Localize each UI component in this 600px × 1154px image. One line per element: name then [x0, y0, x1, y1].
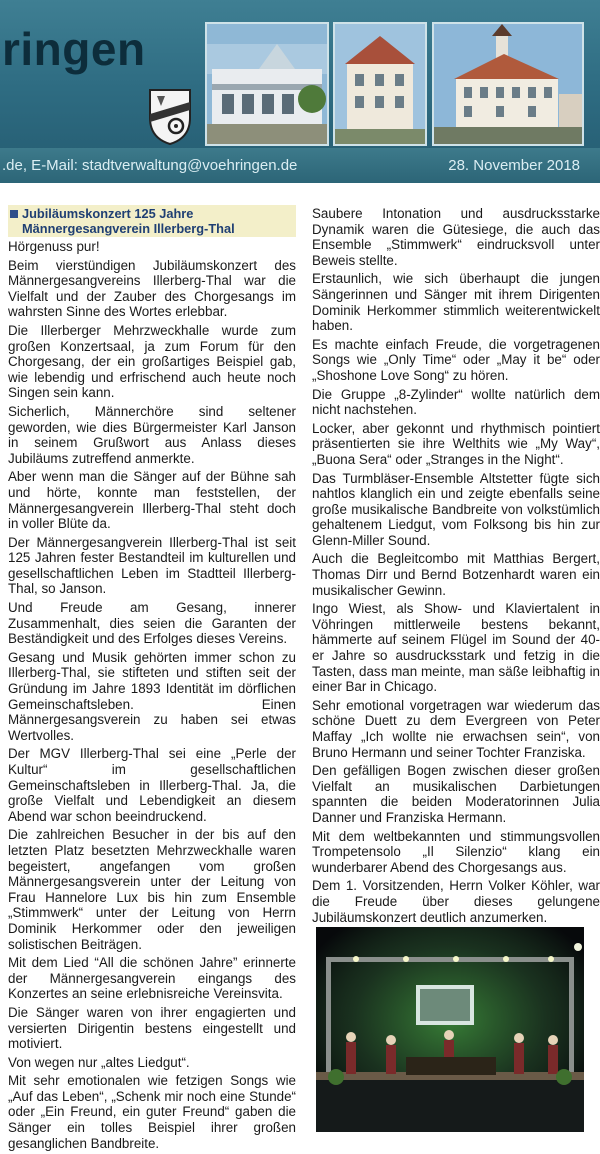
paragraph: Den gefälligen Bogen zwischen dieser großen Vielfalt an musikalischen Darbietungen spannten die beiden Moderatorinnen Julia Danner und Franziska Hermann.: [312, 763, 600, 825]
paragraph: Locker, aber gekonnt und rhythmisch pointiert präsentierten sie ihre Welthits wie „My Way“, „Buona Sera“ oder „Stranges in the Night“.: [312, 420, 600, 467]
paragraph: Auch die Begleitcombo mit Matthias Bergert, Thomas Dirr und Bernd Botzenhardt waren ein musikalischer Gewinn.: [312, 551, 600, 598]
paragraph: Beim vierstündigen Jubiläumskonzert des Männergesangvereins Illerberg-Thal war die Vielfalt und der Zauber des Chorgesangs im wahrsten Sinne des Wortes erlebbar.: [8, 257, 296, 320]
concert-stage-photo: [316, 927, 584, 1132]
paragraph: Gesang und Musik gehörten immer schon zu Illerberg-Thal, sie stifteten und stiften seit der Gründung im Jahre 1893 Identität im dörflichen Gemeinschaftsleben. Einen Männergesangsverein zu haben sei etwas Wertvolles.: [8, 649, 296, 743]
townhouse-photo: [333, 22, 427, 146]
headline-line-1: Jubiläumskonzert 125 Jahre: [22, 206, 194, 221]
article-headline: [8, 205, 296, 237]
paragraph: Dem 1. Vorsitzenden, Herrn Volker Köhler, war die Freude über dieses gelungene Jubiläumskonzert deutlich anzumerken.: [312, 878, 600, 925]
paragraph: Sehr emotional vorgetragen war wiederum das schöne Duett zu dem Evergreen von Peter Maffay „Ich wollte nie erwachsen sein“, von Bruno Hermann und seiner Tochter Franziska.: [312, 697, 600, 760]
masthead-title: ringen: [2, 23, 146, 75]
paragraph: Die Sänger waren von ihrer engagierten und versierten Dirigentin bestens eingestellt und motiviert.: [8, 1004, 296, 1052]
paragraph: Und Freude am Gesang, innerer Zusammenhalt, dies seien die Garanten der Beständigkeit und des Erfolges dieses Vereins.: [8, 600, 296, 647]
paragraph: Ingo Wiest, als Show- und Klaviertalent in Vöhringen mittlerweile bestens bekannt, hämmerte auf seinem Flügel im Sound der 40-er Jahre so ausdrucksstark und fetzig in die Tasten, dass man meinte, man säße leibhaftig in einer Bar in Chicago.: [312, 601, 600, 695]
paragraph: Der Männergesangverein Illerberg-Thal ist seit 125 Jahren fester Bestandteil im kulturellen und gesellschaftlichen Leben im Stadtteil Illerberg-Thal, so Janson.: [8, 534, 296, 597]
paragraph: Von wegen nur „altes Liedgut“.: [8, 1054, 190, 1070]
paragraph: Saubere Intonation und ausdrucksstarke Dynamik waren die Gütesiege, die auch das Ensemble „Stimmwerk“ eindrucksvoll unter Beweis stellte.: [312, 206, 600, 268]
paragraph: Mit sehr emotionalen wie fetzigen Songs wie „Auf das Leben“, „Schenk mir noch eine Stunde“ oder „Ein Freund, ein guter Freund“ gaben die Sänger ein tolles Beispiel ihrer großen gesanglichen Bandbreite.: [8, 1073, 296, 1151]
paragraph: Die zahlreichen Besucher in der bis auf den letzten Platz besetzten Mehrzweckhalle waren begeistert, angefangen vom großen Männergesangsverein unter der Leitung von Frau Hannelore Lux bis hin zum Ensemble „Stimmwerk“ unter der Leitung von Herrn Dominik Herkommer oder den jeweiligen solistischen Beiträgen.: [8, 827, 296, 952]
paragraph: Hörgenuss pur!: [8, 239, 100, 254]
paragraph: Mit dem weltbekannten und stimmungsvollen Trompetensolo „Il Silenzio“ klang ein wunderbarer Abend des Chorgesangs aus.: [312, 828, 600, 875]
header-banner: [0, 0, 600, 183]
headline-square-icon: [10, 210, 18, 218]
issue-date: 28. November 2018: [448, 157, 580, 174]
article-left-column: [8, 205, 296, 1154]
paragraph: Der MGV Illerberg-Thal sei eine „Perle der Kultur“ im gesellschaftlichen Gemeinschaftsleben in Illerberg-Thal. Ja, die große Vielfalt und Lebendigkeit an diesem Abend war schon beeindruckend.: [8, 746, 296, 824]
coat-of-arms-icon: [147, 88, 193, 146]
headline-line-2: Männergesangverein Illerberg-Thal: [22, 221, 235, 236]
paragraph: Erstaunlich, wie sich überhaupt die jungen Sängerinnen und Sänger mit ihrem Dirigenten Dominik Herkommer stimmlich weiterentwickelt haben.: [312, 271, 600, 334]
paragraph: Das Turmbläser-Ensemble Altstetter fügte sich nahtlos klanglich ein und zeigte ebenfalls seine große musikalische Bandbreite von volkstümlich gehaltenem Liedgut, vom Folksong bis hin zur Glenn-Miller Sound.: [312, 470, 600, 548]
paragraph: Sicherlich, Männerchöre sind seltener geworden, wie dies Bürgermeister Karl Janson in seinem Grußwort aus Anlass dieses Jubiläums zutreffend anmerkte.: [8, 403, 296, 466]
paragraph: Es machte einfach Freude, die vorgetragenen Songs wie „Only Time“ oder „May it be“ oder „Shoshone Love Song“ zu hören.: [312, 336, 600, 383]
email-line: .de, E-Mail: stadtverwaltung@voehringen.de: [2, 157, 298, 174]
article-right-column: [312, 206, 600, 928]
paragraph: Die Illerberger Mehrzweckhalle wurde zum großen Konzertsaal, ja zum Forum für den Chorgesang, der ein großartiges Beispiel gab, wie lebendig und erfrischend auch heute noch Singen sein kann.: [8, 322, 296, 401]
church-square-photo: [432, 22, 584, 146]
town-hall-photo: [205, 22, 329, 146]
paragraph: Aber wenn man die Sänger auf der Bühne sah und hörte, konnte man feststellen, der Männergesangverein Illerberg-Thal steht doch in voller Blüte da.: [8, 469, 296, 532]
paragraph: Mit dem Lied “All die schönen Jahre” erinnerte der Männergesangverein eingangs des Konzertes an seine erlebnisreiche Vereinsvita.: [8, 955, 296, 1002]
paragraph: Die Gruppe „8-Zylinder“ wollte natürlich dem nicht nachstehen.: [312, 386, 600, 418]
